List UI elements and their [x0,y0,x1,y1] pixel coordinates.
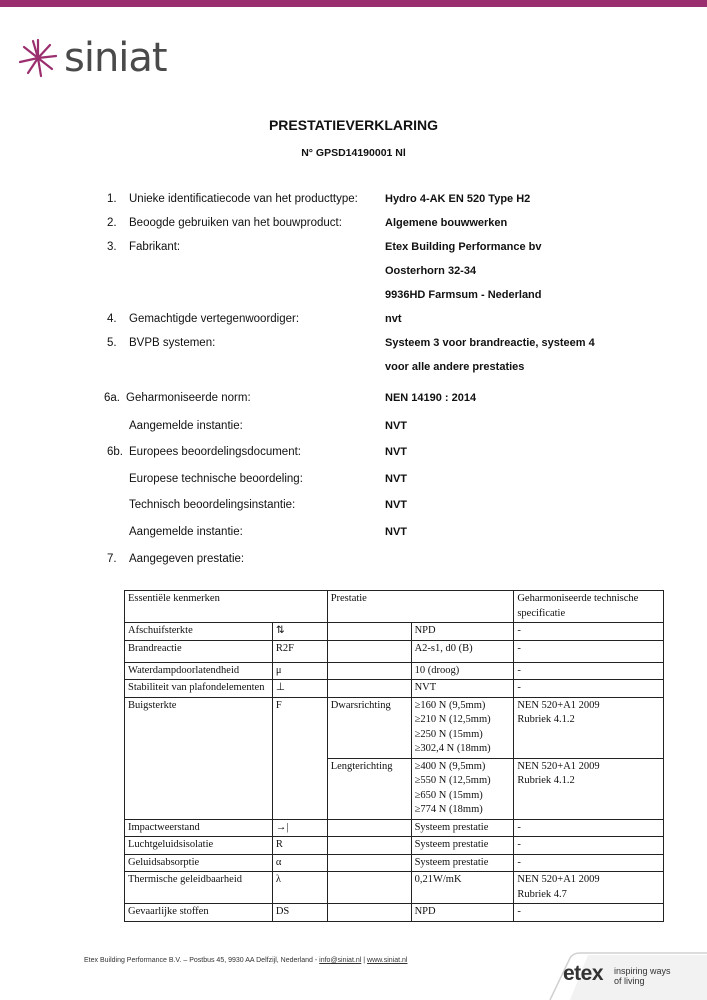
table-row [125,623,664,641]
item-label: Aangemelde instantie: [129,420,243,432]
performance-table [124,590,664,922]
item-value: Oosterhorn 32-34 [385,265,477,277]
cell-spec: - [514,662,664,680]
item-label: Fabrikant: [129,241,181,253]
item-number: 7. [107,553,117,565]
siniat-star-icon [18,38,58,78]
cell-symbol: DS [272,904,327,922]
item-value: NEN 14190 : 2014 [385,392,477,404]
item-label: BVPB systemen: [129,337,216,349]
table-header-row [125,591,664,623]
cell-value: 0,21W/mK [411,872,514,904]
cell-empty [327,623,411,641]
cell-name: Luchtgeluidsisolatie [125,837,273,855]
item-label: Geharmoniseerde norm: [126,392,251,404]
cell-name: Gevaarlijke stoffen [125,904,273,922]
spec-line: NEN 520+A1 2009 [517,760,600,772]
footer-separator: | [361,957,368,964]
table-row [125,680,664,698]
cell-empty [327,662,411,680]
cell-symbol: R2F [272,640,327,662]
cell-empty [327,904,411,922]
spec-line: Rubriek 4.7 [517,888,567,900]
item-value: NVT [385,499,407,511]
cell-value: Systeem prestatie [411,837,514,855]
cell-symbol: ⊥ [272,680,327,698]
cell-spec [514,872,664,904]
table-row [125,697,664,758]
table-row [125,640,664,662]
header-spec: Geharmoniseerde technische specificatie [514,591,664,623]
header-kenmerken: Essentiële kenmerken [125,591,328,623]
table-row [125,662,664,680]
value-line: ≥650 N (15mm) [414,789,483,801]
cell-empty [327,837,411,855]
cell-value: Systeem prestatie [411,819,514,837]
cell-spec [514,697,664,758]
item-value: voor alle andere prestaties [385,361,525,373]
cell-value: NPD [411,623,514,641]
footer-email-link[interactable]: info@siniat.nl [319,957,362,964]
item-label: Aangegeven prestatie: [129,553,245,565]
cell-symbol: ⇅ [272,623,327,641]
value-line: ≥250 N (15mm) [414,728,483,740]
spec-line: Rubriek 4.1.2 [517,714,575,725]
cell-value: NVT [411,680,514,698]
table-row [125,854,664,872]
document-number: N° GPSD14190001 Nl [301,147,406,159]
cell-spec: - [514,837,664,855]
tagline-line: inspiring ways [614,966,671,976]
table-row [125,872,664,904]
cell-value [411,758,514,819]
cell-name: Afschuifsterkte [125,623,273,641]
siniat-logo [18,35,167,81]
item-number: 3. [107,241,117,253]
item-label: Gemachtigde vertegenwoordiger: [129,313,300,325]
item-value: NVT [385,526,407,538]
cell-symbol: λ [272,872,327,904]
cell-value: Systeem prestatie [411,854,514,872]
item-number: 6b. [107,446,123,458]
item-number: 5. [107,337,117,349]
value-line: ≥550 N (12,5mm) [414,775,491,786]
cell-spec [514,758,664,819]
cell-direction: Lengterichting [327,758,411,819]
page-title: PRESTATIEVERKLARING [268,117,439,133]
item-label: Technisch beoordelingsinstantie: [129,499,296,511]
spec-line: Rubriek 4.1.2 [517,775,575,786]
cell-symbol: α [272,854,327,872]
value-line: ≥400 N (9,5mm) [414,760,486,772]
footer [84,957,407,964]
table-row [125,837,664,855]
cell-spec: - [514,819,664,837]
cell-name: Buigsterkte [125,697,273,819]
header-prestatie: Prestatie [327,591,514,623]
cell-symbol: F [272,697,327,819]
spec-line: NEN 520+A1 2009 [517,874,600,885]
table-row [125,904,664,922]
item-label: Europees beoordelingsdocument: [129,446,301,458]
item-value: Hydro 4-AK EN 520 Type H2 [385,193,531,205]
item-label: Beoogde gebruiken van het bouwproduct: [129,217,342,229]
value-line: ≥160 N (9,5mm) [414,699,486,711]
etex-tagline [614,966,671,986]
item-label: Aangemelde instantie: [129,526,243,538]
item-value: Algemene bouwwerken [385,217,508,229]
cell-empty [327,640,411,662]
cell-empty [327,854,411,872]
cell-name: Brandreactie [125,640,273,662]
cell-symbol: →| [272,819,327,837]
tagline-line: of living [614,976,645,986]
cell-name: Waterdampdoorlatendheid [125,662,273,680]
cell-spec: - [514,640,664,662]
cell-empty [327,680,411,698]
cell-spec: - [514,904,664,922]
cell-value [411,697,514,758]
item-number: 4. [107,313,117,325]
item-value: nvt [385,313,402,325]
item-number: 6a. [104,392,120,404]
cell-name: Geluidsabsorptie [125,854,273,872]
cell-name: Thermische geleidbaarheid [125,872,273,904]
cell-spec: - [514,623,664,641]
etex-logo: etex [563,962,604,985]
cell-direction: Dwarsrichting [327,697,411,758]
footer-web-link[interactable]: www.siniat.nl [367,957,408,964]
cell-value: NPD [411,904,514,922]
item-value: NVT [385,473,407,485]
cell-spec: - [514,680,664,698]
logo-text: siniat [64,35,167,81]
item-value: NVT [385,420,407,432]
spec-line: NEN 520+A1 2009 [517,699,600,711]
value-line: ≥210 N (12,5mm) [414,714,491,725]
cell-spec: - [514,854,664,872]
cell-symbol: R [272,837,327,855]
cell-empty [327,872,411,904]
item-value: Etex Building Performance bv [385,241,542,253]
cell-value: A2-s1, d0 (B) [411,640,514,662]
item-number: 2. [107,217,117,229]
cell-empty [327,819,411,837]
cell-symbol: μ [272,662,327,680]
top-accent-bar [0,0,707,7]
cell-value: 10 (droog) [411,662,514,680]
item-label: Unieke identificatiecode van het producttype: [129,193,358,205]
item-value: Systeem 3 voor brandreactie, systeem 4 [385,337,595,349]
table-row [125,819,664,837]
item-value: 9936HD Farmsum - Nederland [385,289,542,301]
item-number: 1. [107,193,117,205]
cell-name: Stabiliteit van plafondelementen [125,680,273,698]
item-value: NVT [385,446,407,458]
value-line: ≥774 N (18mm) [414,804,483,815]
value-line: ≥302,4 N (18mm) [414,743,491,754]
item-label: Europese technische beoordeling: [129,473,303,485]
footer-address: Etex Building Performance B.V. – Postbus 45, 9930 AA Delfzijl, Nederland - [84,957,320,964]
cell-name: Impactweerstand [125,819,273,837]
